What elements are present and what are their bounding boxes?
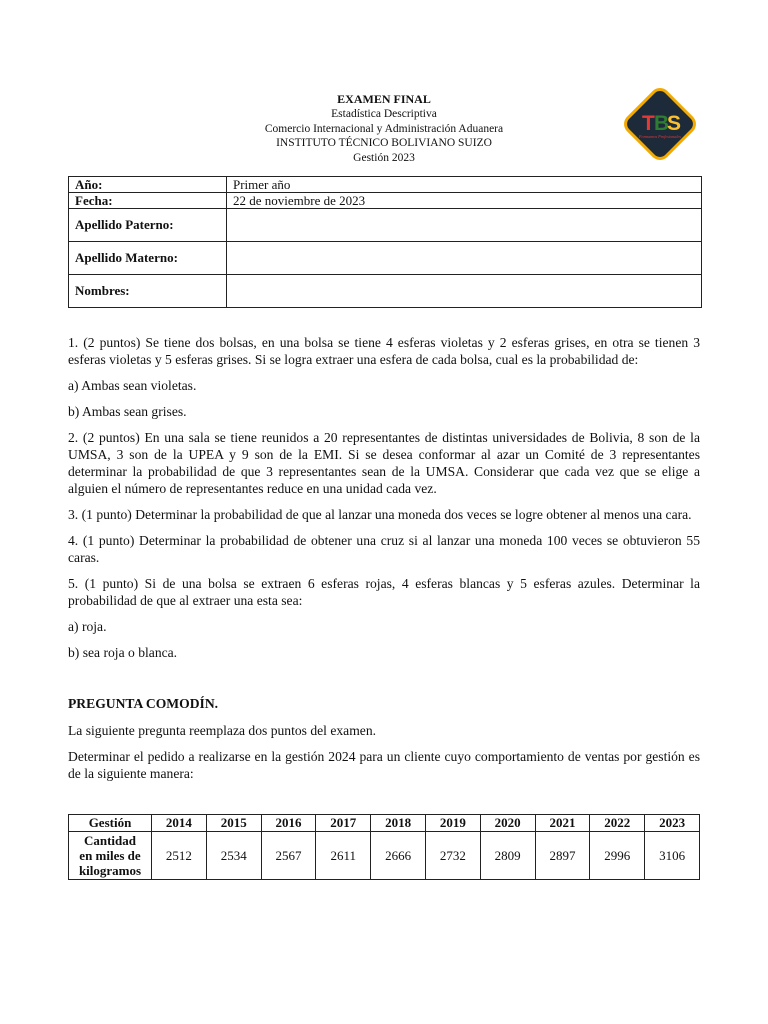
question-3: 3. (1 punto) Determinar la probabilidad de que al lanzar una moneda dos veces se logre obtener al menos una cara. xyxy=(68,507,692,522)
bonus-title: PREGUNTA COMODÍN. xyxy=(68,696,219,711)
value-cell: 2732 xyxy=(425,832,480,880)
value-cell: 3106 xyxy=(645,832,700,880)
year-cell: 2022 xyxy=(590,815,645,832)
question-1b: b) Ambas sean grises. xyxy=(68,404,187,419)
exam-term: Gestión 2023 xyxy=(353,151,415,164)
exam-career: Comercio Internacional y Administración Aduanera xyxy=(264,122,504,135)
year-cell: 2015 xyxy=(206,815,261,832)
question-1a: a) Ambas sean violetas. xyxy=(68,378,197,393)
year-cell: 2020 xyxy=(480,815,535,832)
value-cell: 2897 xyxy=(535,832,590,880)
value-cell: 2611 xyxy=(316,832,371,880)
info-label: Apellido Paterno: xyxy=(69,209,227,242)
exam-title: EXAMEN FINAL xyxy=(337,92,431,106)
year-cell: 2014 xyxy=(152,815,207,832)
value-cell: 2809 xyxy=(480,832,535,880)
row-label-line: Cantidad xyxy=(83,833,137,848)
question-1: 1. (2 puntos) Se tiene dos bolsas, en una bolsa se tiene 4 esferas violetas y 2 esferas grises, en otra se tienen 3 esferas violetas y 5 esferas grises. Si se logra extraer una esfera de cada bolsa, cual es la probabilidad de: xyxy=(68,335,700,367)
exam-institute: INSTITUTO TÉCNICO BOLIVIANO SUIZO xyxy=(276,137,492,149)
bonus-note: La siguiente pregunta reemplaza dos puntos del examen. xyxy=(68,723,377,738)
info-row-year xyxy=(69,177,702,193)
logo-letter-b: B xyxy=(654,112,670,135)
sales-header-label: Gestión xyxy=(69,815,152,832)
row-label-line: en miles de xyxy=(79,848,141,863)
year-cell: 2018 xyxy=(371,815,426,832)
sales-table xyxy=(68,814,700,880)
question-5a: a) roja. xyxy=(68,619,107,634)
info-label: Apellido Materno: xyxy=(69,242,227,275)
year-cell: 2021 xyxy=(535,815,590,832)
exam-subject: Estadística Descriptiva xyxy=(331,108,437,120)
year-cell: 2019 xyxy=(425,815,480,832)
info-value: 22 de noviembre de 2023 xyxy=(227,193,702,209)
student-info-table xyxy=(68,176,702,308)
info-row-names xyxy=(69,275,702,308)
tbs-logo xyxy=(619,83,701,165)
logo-letter-t: T xyxy=(642,112,655,135)
info-row-date xyxy=(69,193,702,209)
value-cell: 2996 xyxy=(590,832,645,880)
info-value-field[interactable] xyxy=(227,209,702,242)
question-2: 2. (2 puntos) En una sala se tiene reunidos a 20 representantes de distintas universidades de Bolivia, 8 son de la UMSA, 3 son de la UPEA y 9 son de la EMI. Si se desea conformar al azar un Comité de 3 representantes determinar la probabilidad de que 3 representantes sean de la UMSA. Considerar que cada vez que se elige a alguien el número de representantes reduce en una unidad cada vez. xyxy=(68,430,700,496)
info-value: Primer año xyxy=(227,177,702,193)
year-cell: 2017 xyxy=(316,815,371,832)
sales-row-label xyxy=(69,832,152,880)
info-value-field[interactable] xyxy=(227,242,702,275)
info-label: Año: xyxy=(69,177,227,193)
info-label: Nombres: xyxy=(69,275,227,308)
exam-questions xyxy=(68,334,700,791)
row-label-line: kilogramos xyxy=(78,863,142,878)
bonus-text: Determinar el pedido a realizarse en la gestión 2024 para un cliente cuyo comportamiento de ventas por gestión es de la siguiente manera: xyxy=(68,749,700,781)
year-cell: 2023 xyxy=(645,815,700,832)
info-row-maternal-surname xyxy=(69,242,702,275)
info-label: Fecha: xyxy=(69,193,227,209)
info-row-paternal-surname xyxy=(69,209,702,242)
logo-letter-s: S xyxy=(667,112,682,135)
question-5b: b) sea roja o blanca. xyxy=(68,645,178,660)
sales-values-row xyxy=(69,832,700,880)
sales-header-row xyxy=(69,815,700,832)
question-5: 5. (1 punto) Si de una bolsa se extraen 6 esferas rojas, 4 esferas blancas y 5 esferas azules. Determinar la probabilidad de que al extraer una esta sea: xyxy=(68,576,700,608)
value-cell: 2567 xyxy=(261,832,316,880)
value-cell: 2512 xyxy=(152,832,207,880)
logo-tagline: Formamos Profesionales xyxy=(638,134,682,139)
year-cell: 2016 xyxy=(261,815,316,832)
exam-header xyxy=(200,92,568,165)
value-cell: 2666 xyxy=(371,832,426,880)
info-value-field[interactable] xyxy=(227,275,702,308)
question-4: 4. (1 punto) Determinar la probabilidad de obtener una cruz si al lanzar una moneda 100 veces se obtuvieron 55 caras. xyxy=(68,533,700,565)
value-cell: 2534 xyxy=(206,832,261,880)
